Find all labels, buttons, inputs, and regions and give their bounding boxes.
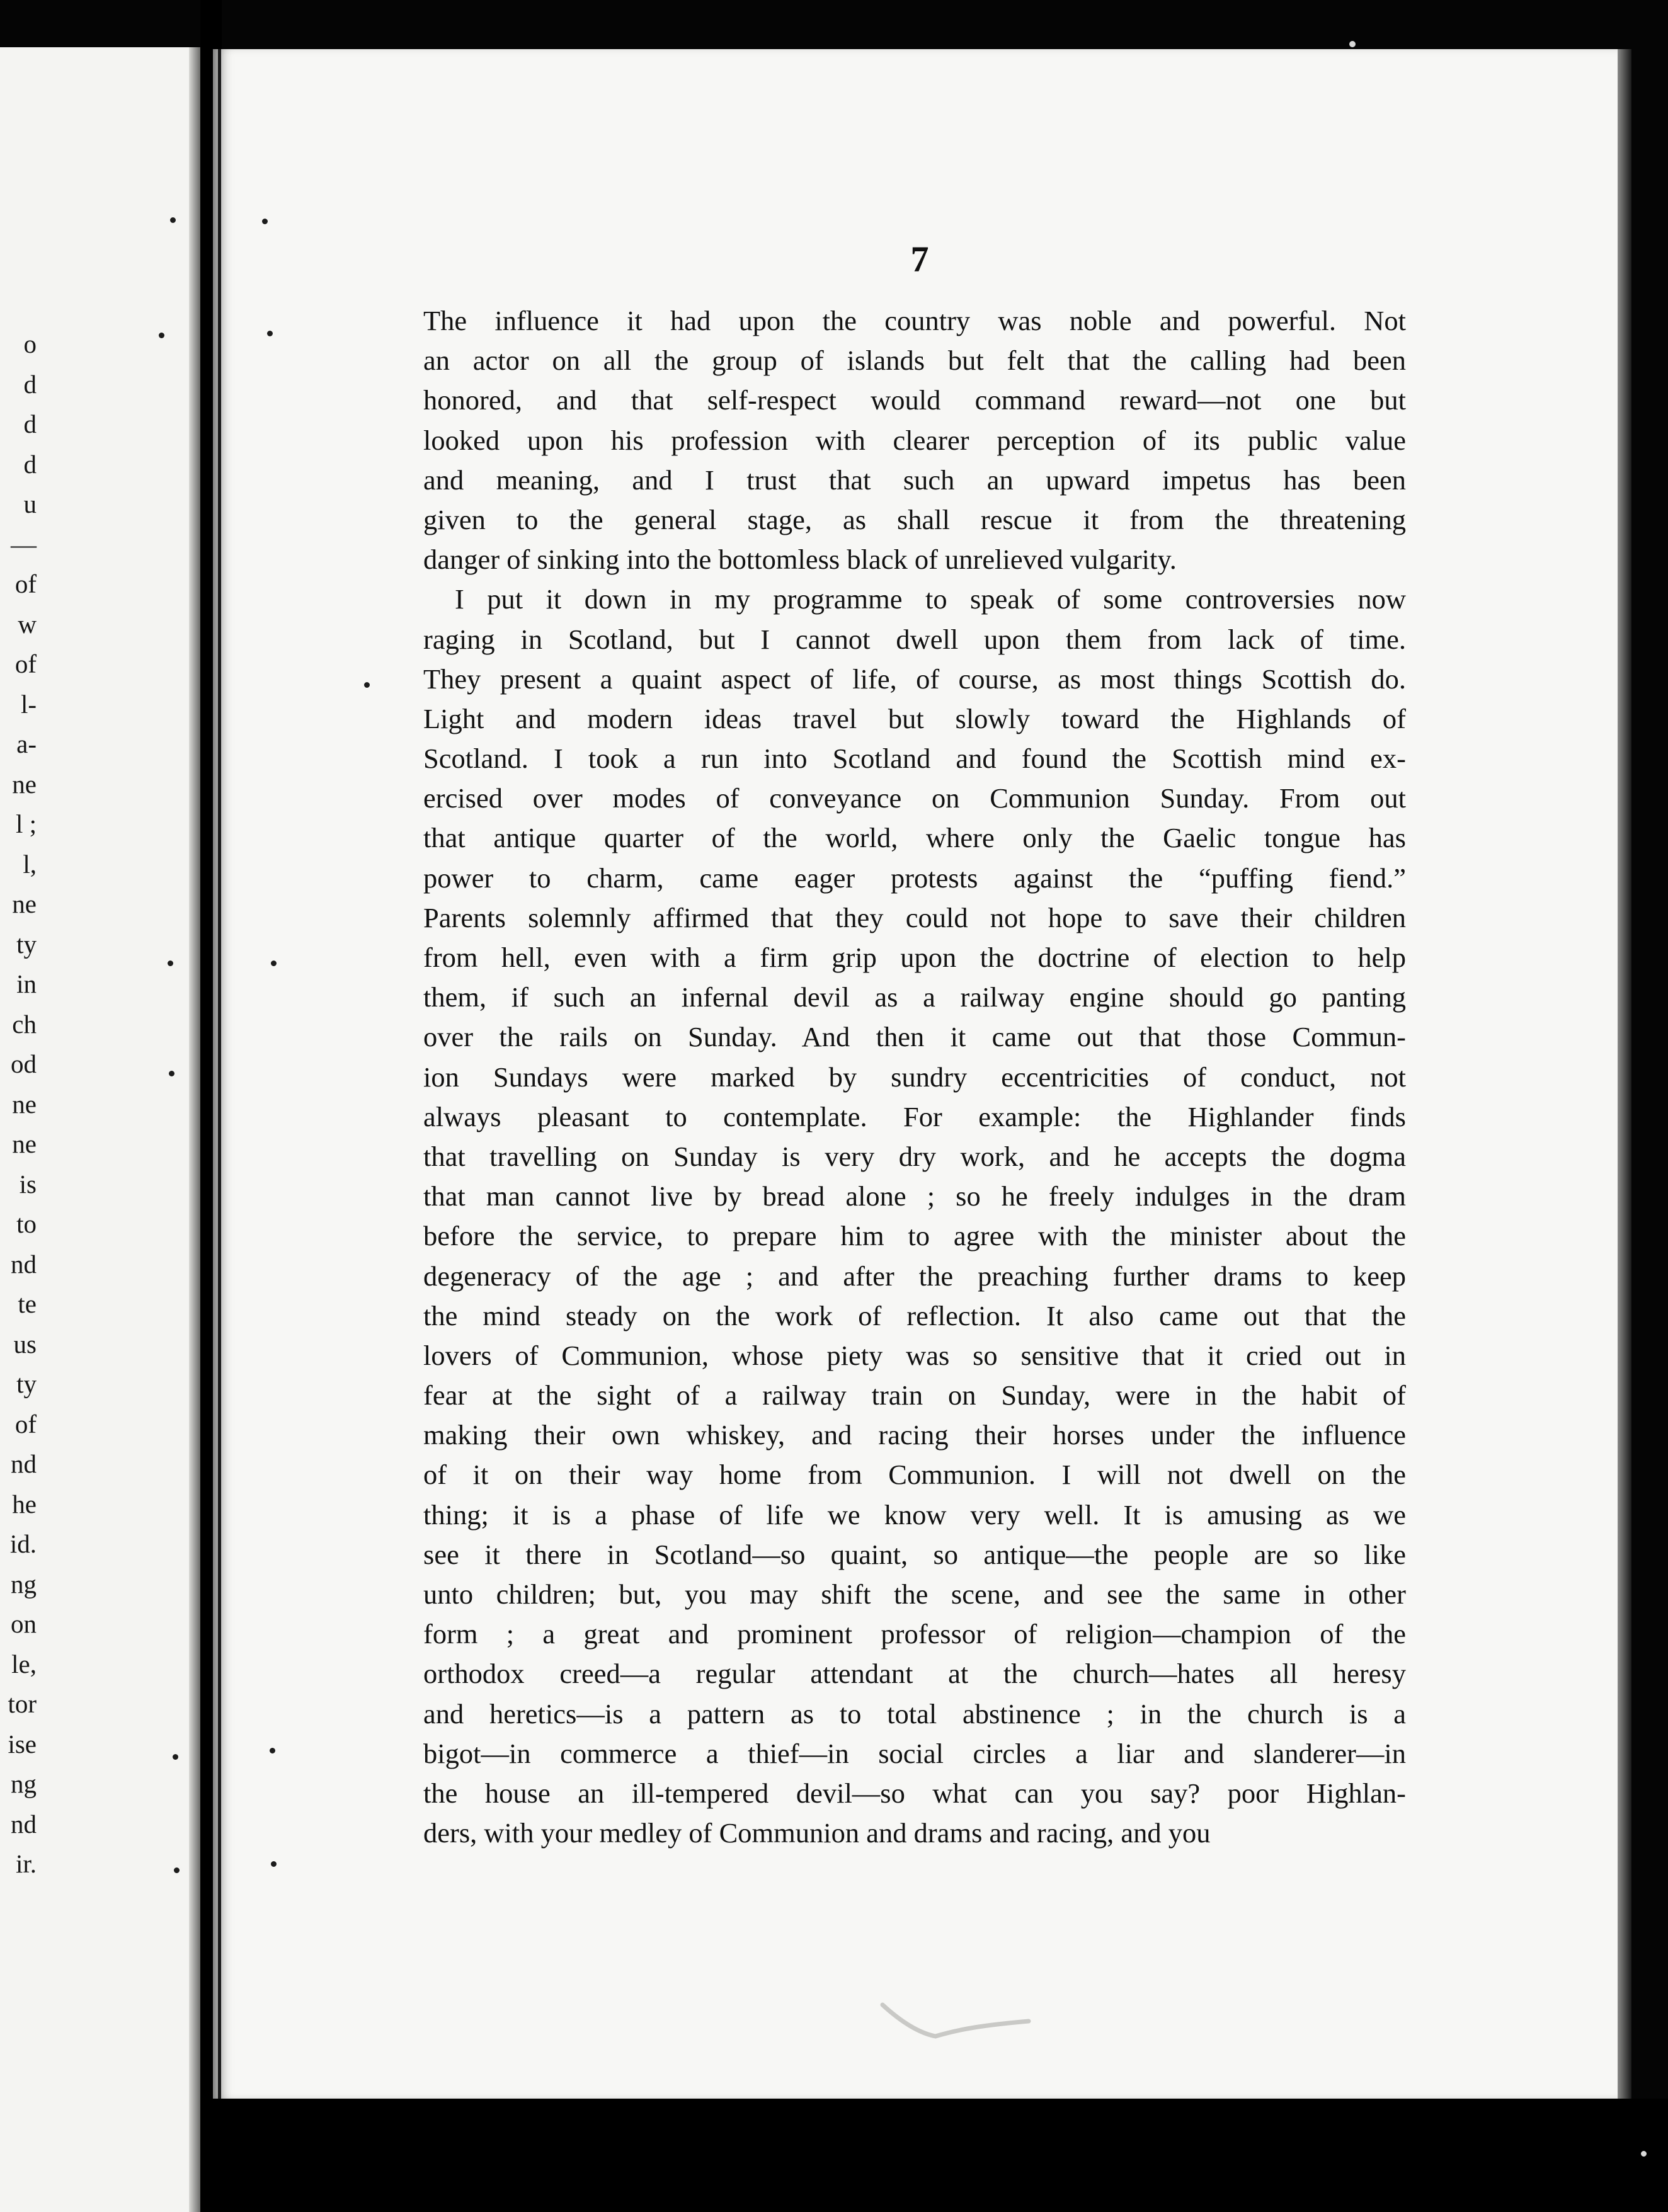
left-fragment: nd	[11, 1809, 37, 1839]
text-line: unto children; but, you may shift the scene, and see the same in other	[423, 1578, 1406, 1610]
margin-dot	[262, 219, 268, 224]
margin-dot	[170, 217, 176, 223]
left-fragment: id.	[9, 1529, 37, 1558]
page-number: 7	[910, 239, 929, 280]
left-fragment: l ;	[15, 809, 37, 838]
text-line: making their own whiskey, and racing their horses under the influence	[423, 1419, 1406, 1451]
text-line: thing; it is a phase of life we know very well. It is amusing as we	[423, 1498, 1406, 1531]
left-fragment: nd	[11, 1449, 37, 1478]
text-line: Scotland. I took a run into Scotland and found the Scottish mind ex-	[423, 743, 1406, 775]
left-fragment: ne	[12, 889, 37, 918]
text-line: honored, and that self-respect would command reward—not one but	[423, 384, 1406, 416]
margin-dot	[173, 1754, 178, 1760]
text-line: bigot—in commerce a thief—in social circles a liar and slanderer—in	[423, 1737, 1406, 1769]
left-fragment: ch	[12, 1009, 37, 1039]
text-line: The influence it had upon the country was noble and powerful. Not	[423, 305, 1406, 336]
left-fragment: on	[11, 1609, 37, 1638]
left-fragment: d	[23, 409, 37, 438]
left-gutter-shadow	[189, 47, 200, 2212]
left-fragment: ty	[16, 1369, 37, 1398]
margin-dot	[159, 333, 164, 338]
left-fragment: in	[16, 969, 37, 998]
page-edge-line	[218, 49, 221, 2099]
bottom-margin-dark	[213, 2099, 1668, 2212]
text-line: the house an ill-tempered devil—so what can you say? poor Highlan-	[423, 1777, 1406, 1809]
left-fragment: nd	[11, 1249, 37, 1279]
margin-dot	[169, 1071, 174, 1076]
left-fragment: l,	[23, 849, 37, 879]
text-line: that antique quarter of the world, where only the Gaelic tongue has	[423, 822, 1406, 854]
text-line: the mind steady on the work of reflection. It also came out that the	[423, 1299, 1406, 1331]
text-line: Light and modern ideas travel but slowly toward the Highlands of	[423, 702, 1406, 734]
text-line: over the rails on Sunday. And then it came out that those Commun-	[423, 1021, 1406, 1053]
left-fragment: he	[12, 1489, 37, 1519]
margin-dot	[271, 1861, 277, 1867]
text-line: ercised over modes of conveyance on Communion Sunday. From out	[423, 782, 1406, 814]
text-line: lovers of Communion, whose piety was so sensitive that it cried out in	[423, 1339, 1406, 1371]
left-fragment: us	[13, 1329, 37, 1359]
stray-pencil-mark	[879, 2000, 1036, 2044]
text-line: Parents solemnly affirmed that they could not hope to save their children	[423, 901, 1406, 933]
text-line: danger of sinking into the bottomless black of unrelieved vulgarity.	[423, 544, 1177, 576]
scan-speck	[1641, 2151, 1647, 2157]
right-edge-shadow	[1618, 49, 1631, 2099]
margin-dot	[270, 1748, 275, 1753]
left-fragment: le,	[11, 1649, 37, 1679]
left-fragment: to	[16, 1209, 37, 1238]
left-fragment: ise	[8, 1729, 37, 1759]
left-facing-page	[0, 47, 200, 2212]
body-text	[423, 301, 1406, 1853]
left-fragment: ir.	[15, 1849, 37, 1878]
text-line: They present a quaint aspect of life, of course, as most things Scottish do.	[423, 663, 1406, 695]
left-fragment: of	[14, 1409, 37, 1439]
left-page-text-fragments	[0, 324, 37, 1884]
left-fragment: l-	[20, 689, 37, 719]
left-fragment: ty	[16, 929, 37, 959]
text-line: of it on their way home from Communion. I will not dwell on the	[423, 1459, 1406, 1491]
text-line: orthodox creed—a regular attendant at the church—hates all heresy	[423, 1658, 1406, 1690]
left-fragment: ng	[11, 1769, 37, 1798]
left-fragment: is	[19, 1169, 37, 1199]
text-line: that man cannot live by bread alone ; so he freely indulges in the dram	[423, 1180, 1406, 1212]
text-line: ion Sundays were marked by sundry eccentricities of conduct, not	[423, 1061, 1406, 1093]
text-line: and heretics—is a pattern as to total abstinence ; in the church is a	[423, 1697, 1406, 1730]
text-line: always pleasant to contemplate. For example: the Highlander finds	[423, 1100, 1406, 1132]
text-line: form ; a great and prominent professor of religion—champion of the	[423, 1618, 1406, 1650]
left-fragment: a-	[16, 729, 37, 758]
margin-dot	[168, 961, 173, 966]
left-fragment: of	[14, 649, 37, 678]
text-line: see it there in Scotland—so quaint, so antique—the people are so like	[423, 1538, 1406, 1570]
text-line: an actor on all the group of islands but felt that the calling had been	[423, 345, 1406, 377]
margin-dot	[364, 682, 370, 688]
left-fragment: —	[11, 529, 37, 559]
text-line: raging in Scotland, but I cannot dwell upon them from lack of time.	[423, 623, 1406, 655]
left-fragment: te	[18, 1289, 37, 1318]
text-line: looked upon his profession with clearer perception of its public value	[423, 424, 1406, 456]
left-fragment: ne	[12, 769, 37, 799]
left-fragment: od	[11, 1049, 37, 1078]
left-fragment: of	[14, 569, 37, 598]
left-fragment: ne	[12, 1129, 37, 1158]
left-fragment: u	[23, 489, 37, 518]
text-line: that travelling on Sunday is very dry work, and he accepts the dogma	[423, 1140, 1406, 1172]
margin-dot	[174, 1867, 180, 1873]
text-line: given to the general stage, as shall rescue it from the threatening	[423, 503, 1406, 535]
left-fragment: ng	[11, 1569, 37, 1599]
text-line: I put it down in my programme to speak of some controversies now	[455, 583, 1406, 615]
margin-dot	[271, 961, 277, 966]
text-line: degeneracy of the age ; and after the preaching further drams to keep	[423, 1260, 1406, 1292]
scan-speck	[1349, 41, 1356, 47]
left-fragment: ne	[12, 1089, 37, 1119]
text-line: and meaning, and I trust that such an upward impetus has been	[423, 464, 1406, 496]
text-line: from hell, even with a firm grip upon the doctrine of election to help	[423, 942, 1406, 973]
left-fragment: tor	[8, 1689, 37, 1718]
left-fragment: w	[18, 609, 37, 639]
left-fragment: o	[23, 329, 37, 358]
margin-dot	[267, 331, 273, 336]
text-line: fear at the sight of a railway train on Sunday, were in the habit of	[423, 1379, 1406, 1411]
left-fragment: d	[23, 449, 37, 479]
text-line: power to charm, came eager protests against the “puffing fiend.”	[423, 862, 1406, 894]
text-line: them, if such an infernal devil as a railway engine should go panting	[423, 981, 1406, 1013]
text-line: ders, with your medley of Communion and drams and racing, and you	[423, 1817, 1211, 1849]
left-fragment: d	[23, 369, 37, 399]
text-line: before the service, to prepare him to agree with the minister about the	[423, 1220, 1406, 1252]
